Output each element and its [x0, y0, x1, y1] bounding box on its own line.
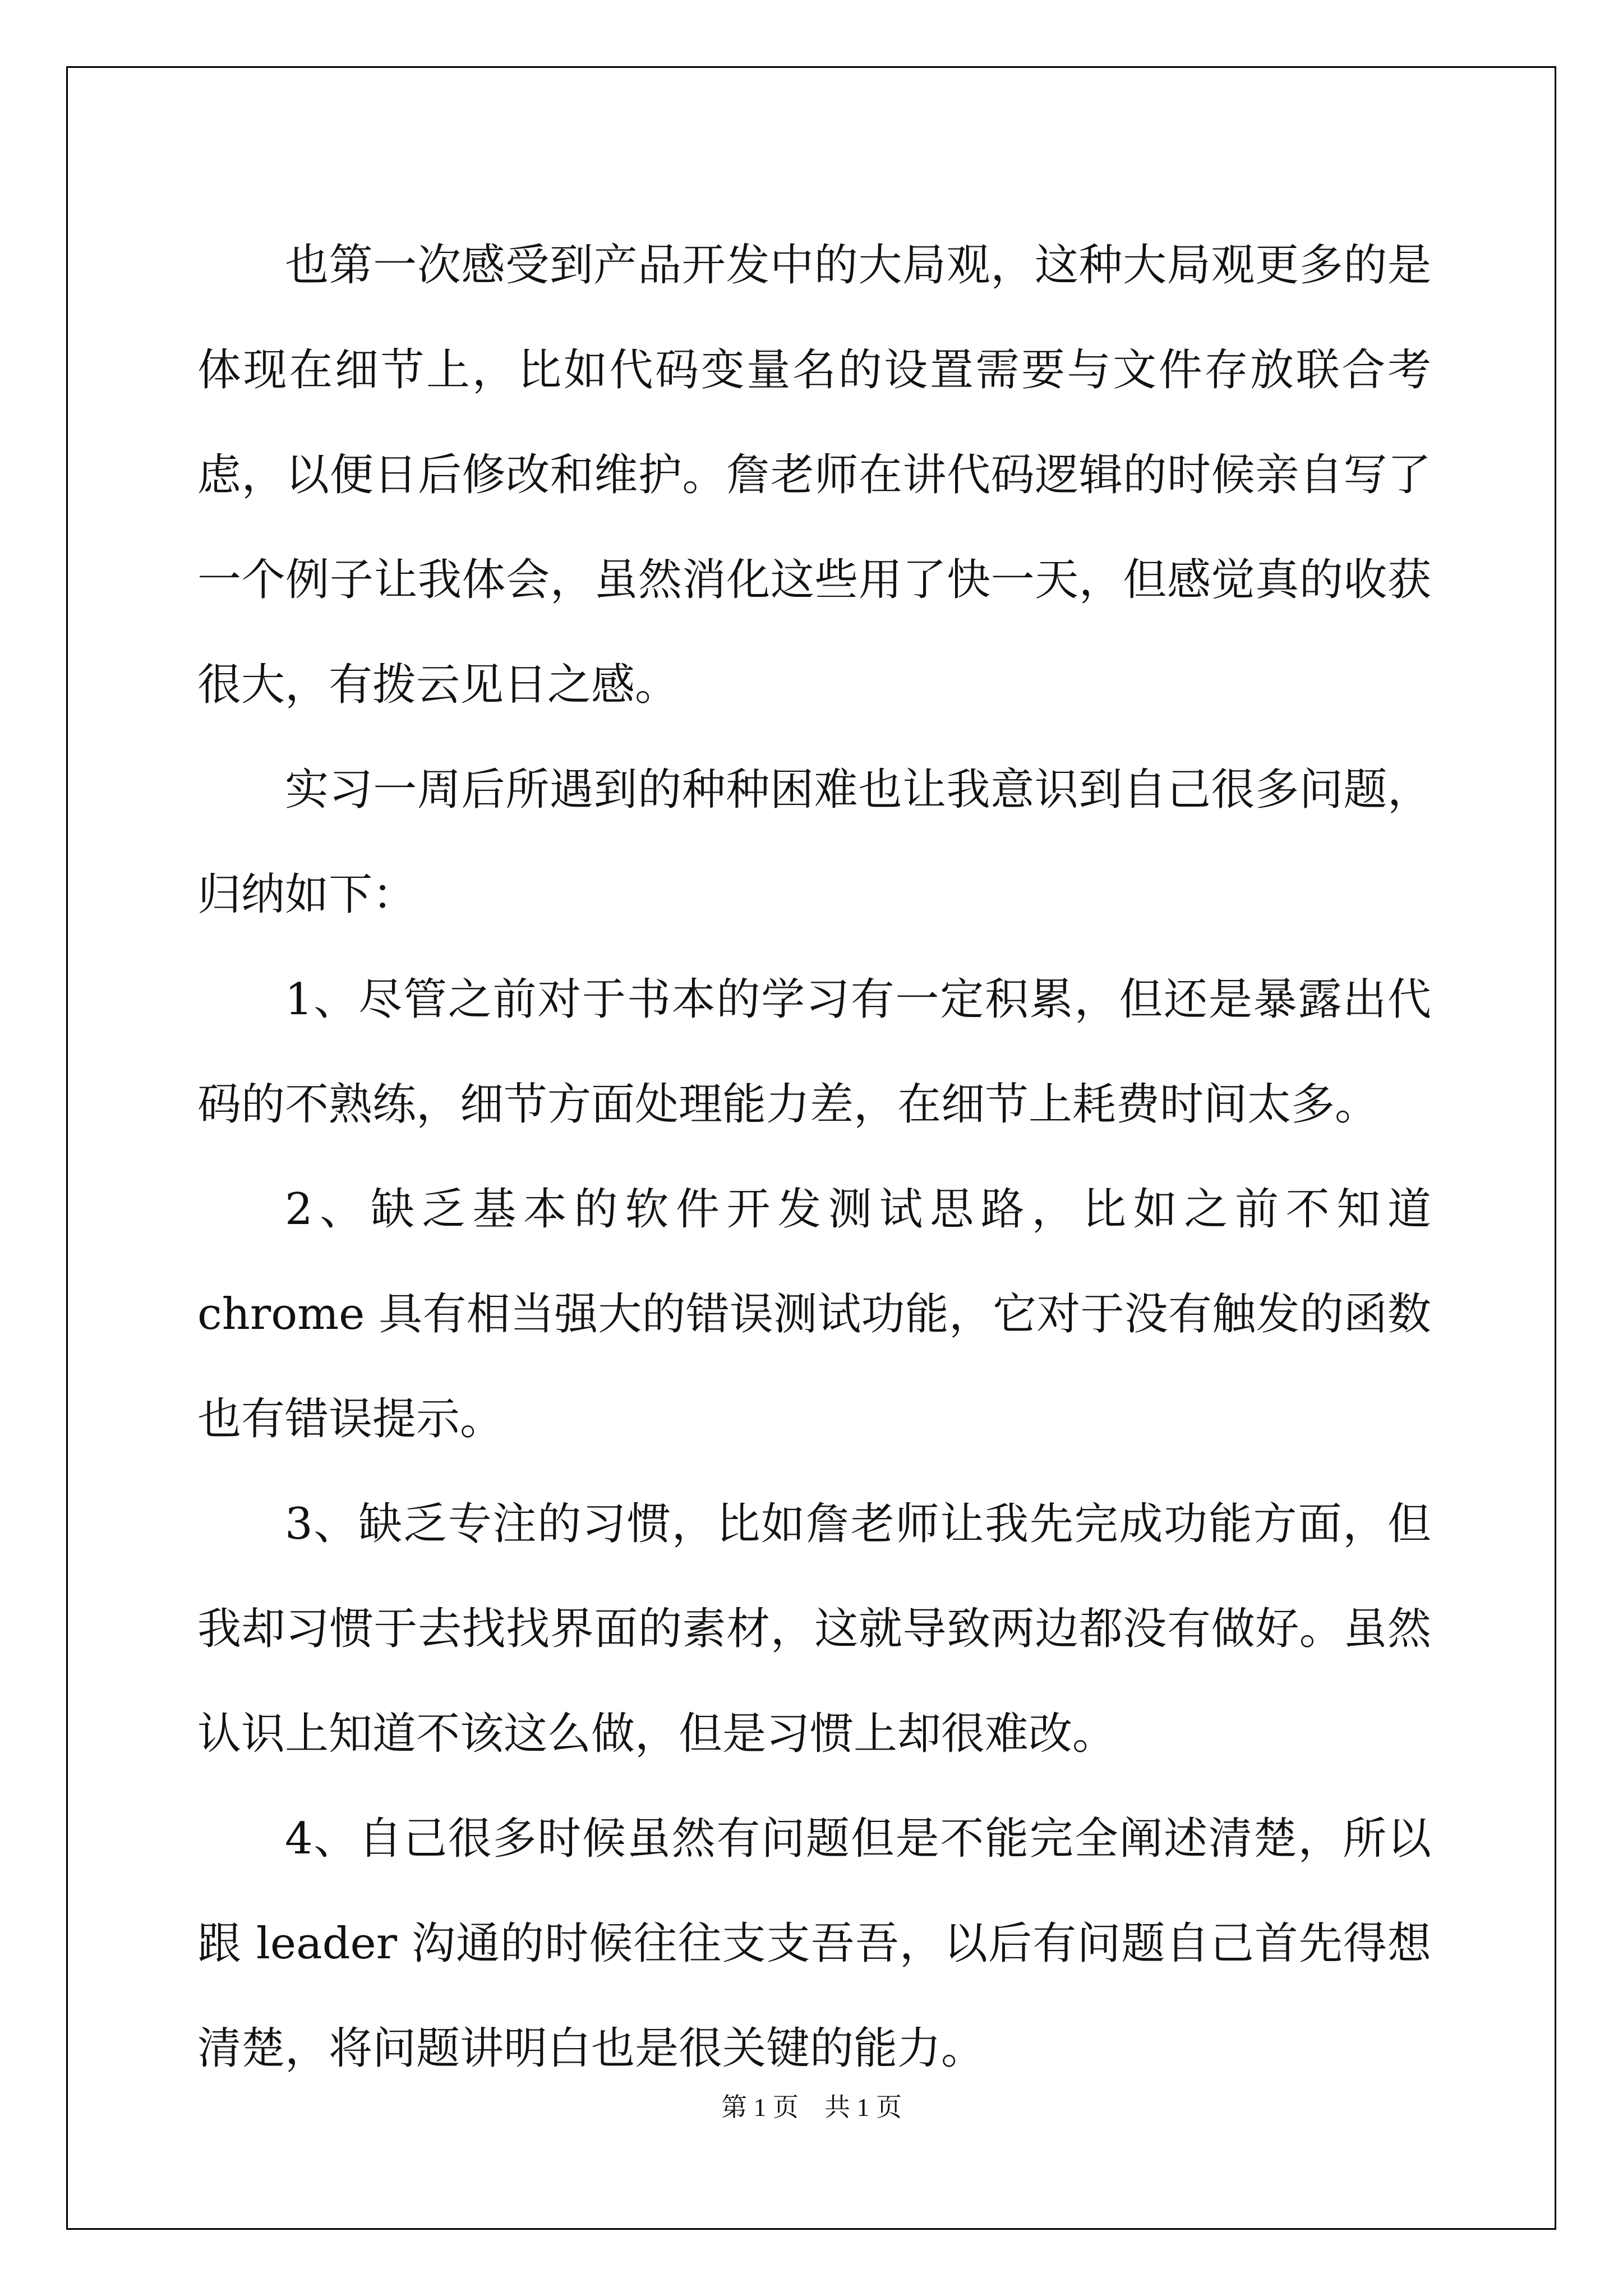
- document-body: [197, 213, 1431, 2101]
- page-number-footer: 第 1 页 共 1 页: [721, 2093, 902, 2122]
- paragraph: 实习一周后所遇到的种种困难也让我意识到自己很多问题，归纳如下：: [197, 765, 1431, 920]
- paragraph: 1、尽管之前对于书本的学习有一定积累，但还是暴露出代码的不熟练，细节方面处理能力差，在细节上耗费时间太多。: [197, 974, 1431, 1130]
- paragraph: 4、自己很多时候虽然有问题但是不能完全阐述清楚，所以跟 leader 沟通的时候往往支支吾吾，以后有问题自己首先得想清楚，将问题讲明白也是很关键的能力。: [197, 1814, 1431, 2074]
- paragraph: 也第一次感受到产品开发中的大局观，这种大局观更多的是体现在细节上，比如代码变量名的设置需要与文件存放联合考虑，以便日后修改和维护。詹老师在讲代码逻辑的时候亲自写了一个例子让我体会，虽然消化这些用了快一天，但感觉真的收获很大，有拨云见日之感。: [197, 240, 1431, 710]
- paragraph: 2、缺乏基本的软件开发测试思路，比如之前不知道 chrome 具有相当强大的错误测试功能，它对于没有触发的函数也有错误提示。: [197, 1184, 1431, 1444]
- paragraph: 3、缺乏专注的习惯，比如詹老师让我先完成功能方面，但我却习惯于去找找界面的素材，这就导致两边都没有做好。虽然认识上知道不该这么做，但是习惯上却很难改。: [197, 1499, 1431, 1759]
